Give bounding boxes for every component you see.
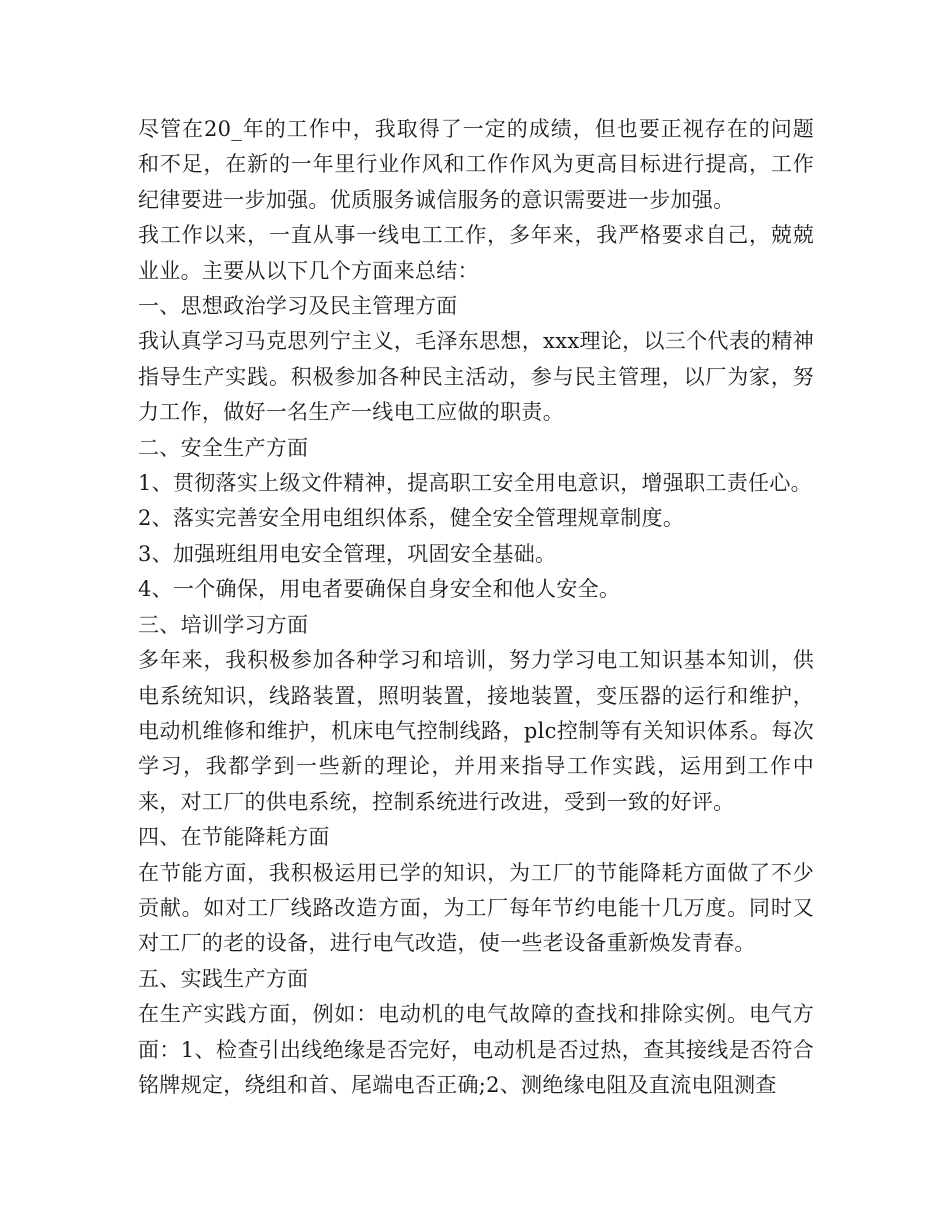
paragraph-training: 多年来，我积极参加各种学习和培训，努力学习电工知识基本知训，供电系统知识，线路装置，照明装置，接地装置，变压器的运行和维护，电动机维修和维护，机床电气控制线路，plc控制等有关知识体系。每次学习，我都学到一些新的理论，并用来指导工作实践，运用到工作中来，对工厂的供电系统，控制系统进行改进，受到一致的好评。 [138, 648, 814, 814]
section-heading-safety: 二、安全生产方面 [138, 435, 309, 460]
document-body [138, 112, 814, 1103]
list-item-safety-1: 1、贯彻落实上级文件精神，提高职工安全用电意识，增强职工责任心。 [138, 471, 812, 496]
paragraph-energy: 在节能方面，我积极运用已学的知识，为工厂的节能降耗方面做了不少贡献。如对工厂线路改造方面，为工厂每年节约电能十几万度。同时又对工厂的老的设备，进行电气改造，使一些老设备重新焕发青春。 [138, 860, 814, 956]
list-item-safety-2: 2、落实完善安全用电组织体系，健全安全管理规章制度。 [138, 506, 685, 531]
list-item-safety-3: 3、加强班组用电安全管理，巩固安全基础。 [138, 541, 557, 566]
paragraph-politics: 我认真学习马克思列宁主义，毛泽东思想，xxx理论，以三个代表的精神指导生产实践。积极参加各种民主活动，参与民主管理，以厂为家，努力工作，做好一名生产一线电工应做的职责。 [138, 329, 814, 425]
section-heading-energy: 四、在节能降耗方面 [138, 825, 330, 850]
list-item-safety-4: 4、一个确保，用电者要确保自身安全和他人安全。 [138, 577, 621, 602]
paragraph-practice: 在生产实践方面，例如：电动机的电气故障的查找和排除实例。电气方面：1、检查引出线绝缘是否完好，电动机是否过热，查其接线是否符合铭牌规定，绕组和首、尾端电否正确;2、测绝缘电阻及直流电阻测查 [138, 1002, 814, 1097]
paragraph-work-summary: 我工作以来，一直从事一线电工工作，多年来，我严格要求自己，兢兢业业。主要从以下几个方面来总结： [138, 223, 814, 283]
section-heading-practice: 五、实践生产方面 [138, 966, 309, 991]
section-heading-training: 三、培训学习方面 [138, 612, 309, 637]
section-heading-politics: 一、思想政治学习及民主管理方面 [138, 294, 458, 319]
paragraph-intro-problems: 尽管在20_年的工作中，我取得了一定的成绩，但也要正视存在的问题和不足，在新的一年里行业作风和工作作风为更高目标进行提高，工作纪律要进一步加强。优质服务诚信服务的意识需要进一步加强。 [138, 117, 814, 212]
